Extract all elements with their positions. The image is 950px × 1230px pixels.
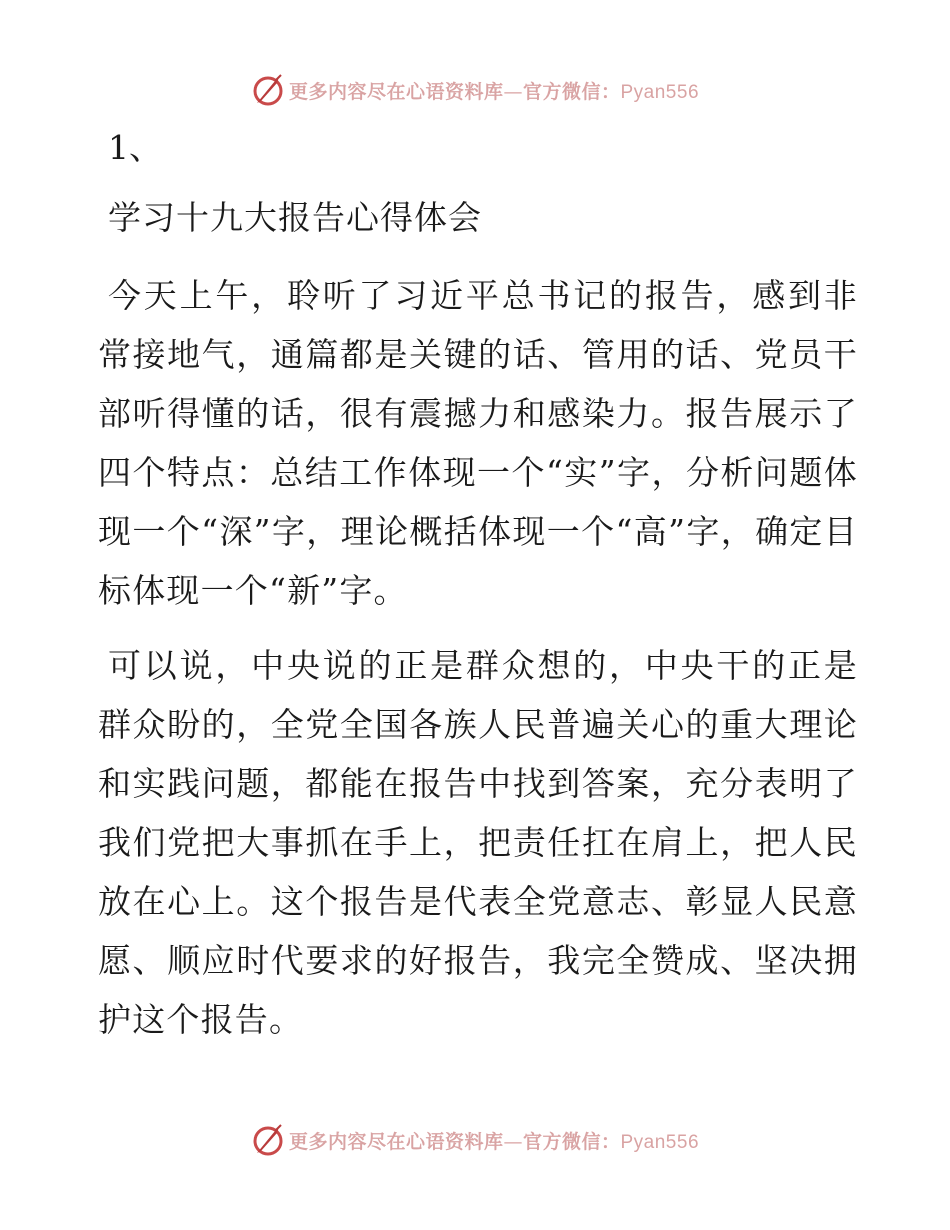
paragraph-2: 可以说，中央说的正是群众想的，中央干的正是群众盼的，全党全国各族人民普遍关心的重大理论和实践问题，都能在报告中找到答案，充分表明了我们党把大事抓在手上，把责任扛在肩上，把人民放在心上。这个报告是代表全党意志、彰显人民意愿、顺应时代要求的好报告，我完全赞成、坚决拥护这个报告。 (98, 646, 858, 1039)
banner-text (289, 77, 699, 104)
banner-text-cn: 更多内容尽在心语资料库 (288, 1130, 504, 1153)
footer-banner (0, 1120, 950, 1160)
banner-separator: — (503, 1130, 523, 1153)
banner-wechat-id: Pyan556 (620, 81, 700, 103)
paragraph-1: 今天上午，聆听了习近平总书记的报告，感到非常接地气，通篇都是关键的话、管用的话、党员干部听得懂的话，很有震撼力和感染力。报告展示了四个特点：总结工作体现一个“实”字，分析问题体现一个“深”字，理论概括体现一个“高”字，确定目标体现一个“新”字。 (98, 276, 858, 610)
banner-wechat-id: Pyan556 (620, 1131, 700, 1153)
header-banner (0, 70, 950, 110)
quill-pen-logo-icon (251, 1123, 285, 1157)
quill-pen-logo-icon (251, 73, 285, 107)
banner-separator: — (503, 80, 523, 103)
section-number: 1、 (108, 128, 162, 167)
banner-text (289, 1127, 699, 1154)
document-body (98, 126, 858, 1049)
banner-text-cn: 更多内容尽在心语资料库 (288, 80, 504, 103)
document-title: 学习十九大报告心得体会 (108, 198, 482, 237)
banner-official-label: 官方微信： (522, 1130, 621, 1153)
banner-official-label: 官方微信： (522, 80, 621, 103)
